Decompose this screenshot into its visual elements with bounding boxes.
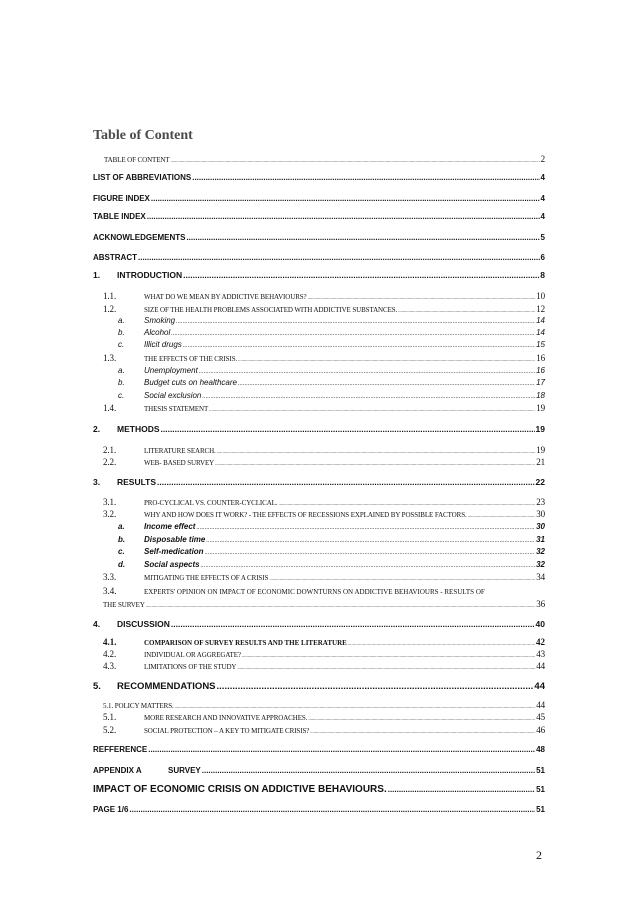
toc-entry[interactable] (103, 457, 545, 467)
toc-title: Table of Content (93, 128, 193, 143)
toc-entry-page: 32 (536, 560, 545, 569)
toc-entry-number: c. (118, 547, 125, 556)
toc-entry-page: 10 (536, 291, 545, 301)
toc-entry-label: THE SURVEY (103, 601, 145, 609)
toc-entry-label: LITERATURE SEARCH. (144, 447, 216, 455)
toc-entry-page: 22 (535, 477, 545, 487)
toc-entry-page: 16 (536, 366, 545, 375)
toc-entry-page: 34 (536, 572, 545, 582)
toc-entry-number: 5.2. (103, 725, 117, 735)
toc-entry-number: a. (118, 316, 125, 325)
toc-entry-label: TABLE INDEX (93, 212, 146, 221)
toc-entry[interactable] (93, 212, 545, 221)
toc-entry-label: FIGURE INDEX (93, 194, 150, 203)
toc-entry-page: 44 (536, 661, 545, 671)
toc-entry-label: LIST OF ABBREVIATIONS (93, 173, 192, 182)
toc-entry-label: ACKNOWLEDGEMENTS (93, 233, 186, 242)
toc-entry-page: 21 (536, 457, 545, 467)
toc-entry-label: Disposable time (144, 535, 206, 544)
toc-entry-number: b. (118, 535, 126, 544)
toc-entry[interactable] (93, 173, 545, 182)
toc-entry[interactable] (118, 547, 545, 556)
toc-entry[interactable] (103, 509, 545, 519)
toc-entry[interactable] (93, 681, 545, 692)
toc-entry-label: THESIS STATEMENT (144, 405, 209, 413)
toc-entry-number: d. (118, 560, 126, 569)
toc-entry[interactable] (93, 477, 545, 487)
toc-entry-page: 30 (536, 522, 545, 531)
toc-entry-label: SURVEY (168, 766, 201, 775)
toc-entry-label: COMPARISON OF SURVEY RESULTS AND THE LITERATURE (144, 639, 347, 647)
toc-entry-page: 17 (536, 378, 545, 387)
toc-entry[interactable] (118, 316, 545, 325)
toc-entry-page: 4 (540, 194, 545, 203)
toc-entry-page: 40 (535, 619, 545, 629)
toc-entry-page: 44 (536, 700, 545, 710)
toc-entry[interactable] (118, 366, 545, 375)
toc-entry-page: 12 (536, 304, 545, 314)
toc-entry-page: 51 (536, 766, 545, 775)
toc-entry-label: Alcohol (144, 328, 171, 337)
toc-entry-label: INDIVIDUAL OR AGGREGATE? (144, 651, 241, 659)
toc-entry[interactable] (93, 619, 545, 629)
toc-entry-label: Illicit drugs (144, 340, 182, 349)
toc-entry[interactable] (103, 353, 545, 363)
toc-entry[interactable] (93, 233, 545, 242)
toc-entry-label: Budget cuts on healthcare (144, 378, 237, 387)
toc-entry-number: 1.4. (103, 403, 117, 413)
toc-entry[interactable] (118, 340, 545, 349)
toc-entry-label: METHODS (117, 424, 160, 434)
toc-entry-label: MITIGATING THE EFFECTS OF A CRISIS (144, 574, 269, 582)
toc-entry-page: 32 (536, 547, 545, 556)
toc-entry-number: a. (118, 522, 125, 531)
toc-entry-page: 14 (536, 316, 545, 325)
toc-entry-number: 1. (93, 270, 101, 280)
toc-entry[interactable] (104, 154, 545, 164)
toc-entry-page: 44 (534, 681, 545, 692)
toc-entry-label: Unemployment (144, 366, 198, 375)
toc-entry-number: 2.2. (103, 457, 117, 467)
toc-entry-page: 23 (536, 497, 545, 507)
toc-entry-page: 51 (536, 785, 545, 794)
toc-entry-number: 3.4. (103, 586, 117, 596)
toc-entry-label: DISCUSSION (117, 619, 170, 629)
toc-entry-page: 15 (536, 340, 545, 349)
toc-entry-number: 4.2. (103, 649, 117, 659)
toc-entry-number: 5.1. (103, 712, 117, 722)
toc-entry-label: Smoking (144, 316, 176, 325)
toc-entry-continuation[interactable] (103, 599, 545, 609)
toc-entry-page: 2 (540, 154, 545, 164)
toc-entry-label: MORE RESEARCH AND INNOVATIVE APPROACHES. (144, 714, 308, 722)
toc-entry[interactable] (93, 805, 545, 814)
toc-entry[interactable] (118, 560, 545, 569)
toc-entry-number: 4.1. (103, 637, 117, 647)
toc-entry-page: 46 (536, 725, 545, 735)
toc-entry-label: SOCIAL PROTECTION – A KEY TO MITIGATE CRISIS? (144, 727, 310, 735)
toc-entry[interactable] (93, 745, 545, 754)
toc-entry-label: WHY AND HOW DOES IT WORK? - THE EFFECTS OF RECESSIONS EXPLAINED BY POSSIBLE FACTORS. (144, 511, 467, 519)
toc-entry-label: REFFERENCE (93, 745, 148, 754)
toc-entry[interactable] (103, 291, 545, 301)
toc-entry[interactable] (93, 766, 545, 775)
toc-entry[interactable] (103, 712, 545, 722)
toc-entry-page: 14 (536, 328, 545, 337)
toc-entry[interactable] (118, 391, 545, 400)
toc-entry-label: WHAT DO WE MEAN BY ADDICTIVE BEHAVIOURS? (144, 293, 307, 301)
toc-entry-number: 4.3. (103, 661, 117, 671)
toc-entry-page: 19 (536, 403, 545, 413)
toc-entry-label: THE EFFECTS OF THE CRISIS. (144, 355, 238, 363)
toc-entry-label: RESULTS (117, 477, 157, 487)
toc-entry[interactable] (93, 784, 545, 795)
toc-entry[interactable] (103, 649, 545, 659)
toc-entry[interactable] (103, 700, 545, 710)
toc-entry[interactable] (118, 522, 545, 531)
toc-entry-label: PRO-CYCLICAL VS. COUNTER-CYCLICAL. (144, 499, 278, 507)
toc-entry[interactable] (103, 403, 545, 413)
toc-entry-number: 5. (93, 681, 101, 692)
toc-entry-page: 8 (540, 270, 545, 280)
toc-entry-label: Social exclusion (144, 391, 202, 400)
toc-entry-label: TABLE OF CONTENT (104, 156, 170, 164)
toc-entry-number: c. (118, 340, 125, 349)
toc-entry-number: 2. (93, 424, 101, 434)
toc-entry[interactable] (93, 424, 545, 434)
toc-entry-label: Social aspects (144, 560, 200, 569)
toc-entry-page: 19 (535, 424, 545, 434)
toc-entry[interactable] (93, 270, 545, 280)
toc-entry-page: 36 (536, 599, 545, 609)
toc-entry-label: Self-medication (144, 547, 204, 556)
toc-entry-label: IMPACT OF ECONOMIC CRISIS ON ADDICTIVE BEHAVIOURS. (93, 784, 387, 795)
toc-entry-page: 42 (536, 637, 545, 647)
toc-entry-number: 1.3. (103, 353, 117, 363)
toc-entry-number: 1.2. (103, 304, 117, 314)
page-number: 2 (536, 848, 542, 862)
toc-entry-number: a. (118, 366, 125, 375)
toc-entry-label: Income effect (144, 522, 196, 531)
toc-entry[interactable] (118, 378, 545, 387)
toc-entry-page: 4 (540, 173, 545, 182)
toc-entry[interactable] (103, 586, 485, 596)
toc-entry-label: EXPERTS' OPINION ON IMPACT OF ECONOMIC DOWNTURNS ON ADDICTIVE BEHAVIOURS - RESULTS OF (144, 588, 485, 596)
toc-entry-page: 18 (536, 391, 545, 400)
toc-entry-number: 2.1. (103, 445, 117, 455)
toc-entry-page: 30 (536, 509, 545, 519)
toc-entry-page: 16 (536, 353, 545, 363)
toc-entry-label: LIMITATIONS OF THE STUDY (144, 663, 237, 671)
toc-entry[interactable] (118, 535, 545, 544)
toc-entry-number: 3.3. (103, 572, 117, 582)
toc-entry-page: 51 (536, 805, 545, 814)
toc-entry-number: b. (118, 328, 125, 337)
toc-entry[interactable] (93, 253, 545, 262)
toc-entry[interactable] (93, 194, 545, 203)
toc-entry-page: 4 (540, 212, 545, 221)
toc-entry-page: 45 (536, 712, 545, 722)
toc-entry-label: 5.1. POLICY MATTERS. (103, 702, 174, 710)
toc-entry-number: 3. (93, 477, 101, 487)
toc-entry-page: 19 (536, 445, 545, 455)
toc-entry[interactable] (118, 328, 545, 337)
toc-entry-page: 31 (536, 535, 545, 544)
toc-entry[interactable] (103, 637, 545, 647)
toc-entry-label: RECOMMENDATIONS (117, 681, 216, 692)
toc-entry[interactable] (103, 572, 545, 582)
toc-entry-number: 1.1. (103, 291, 117, 301)
toc-entry-number: APPENDIX A (93, 766, 142, 775)
toc-entry-label: SIZE OF THE HEALTH PROBLEMS ASSOCIATED WITH ADDICTIVE SUBSTANCES. (144, 306, 398, 314)
toc-entry-number: 4. (93, 619, 101, 629)
toc-entry-label: INTRODUCTION (117, 270, 183, 280)
toc-entry-label: ABSTRACT (93, 253, 137, 262)
toc-entry-label: WEB- BASED SURVEY (144, 459, 215, 467)
toc-entry-number: 3.1. (103, 497, 117, 507)
toc-entry-page: 5 (540, 233, 545, 242)
toc-entry-page: 43 (536, 649, 545, 659)
toc-entry-number: 3.2. (103, 509, 117, 519)
toc-entry[interactable] (103, 497, 545, 507)
toc-entry-number: b. (118, 378, 125, 387)
toc-entry[interactable] (103, 304, 545, 314)
toc-entry[interactable] (103, 725, 545, 735)
toc-entry-page: 48 (536, 745, 545, 754)
toc-entry-label: PAGE 1/6 (93, 805, 129, 814)
toc-entry[interactable] (103, 661, 545, 671)
toc-entry-page: 6 (540, 253, 545, 262)
toc-entry[interactable] (103, 445, 545, 455)
toc-entry-number: c. (118, 391, 125, 400)
